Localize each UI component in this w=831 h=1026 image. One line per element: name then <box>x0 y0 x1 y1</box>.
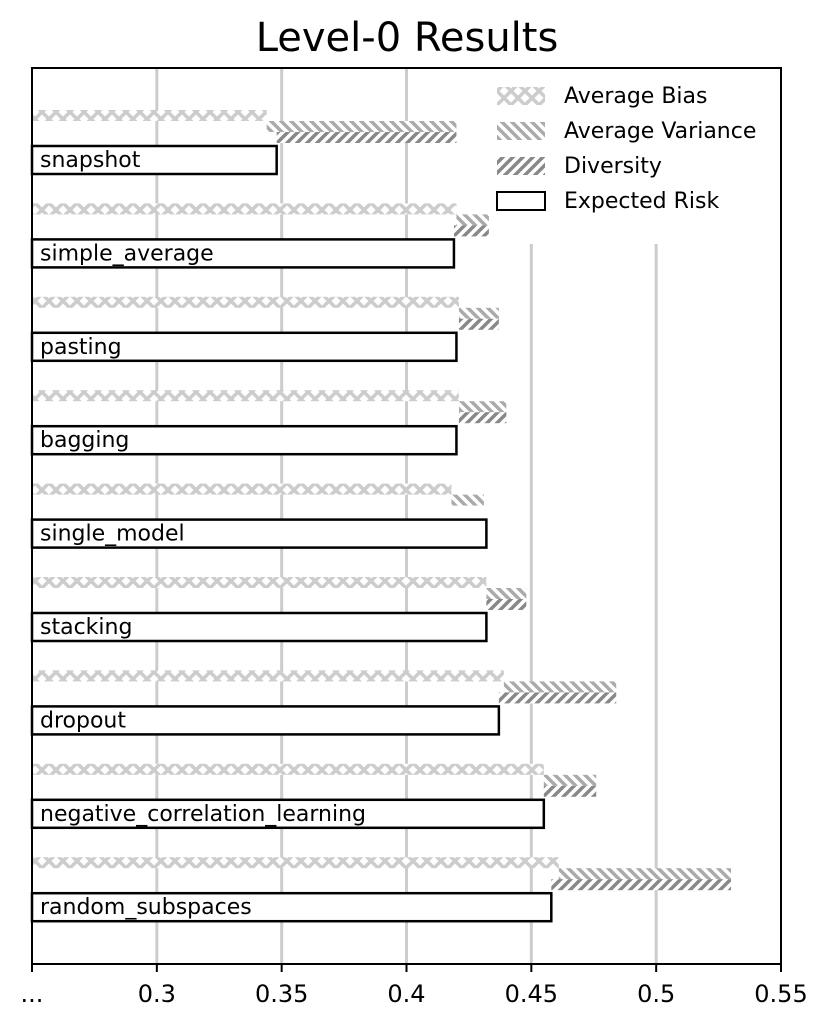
bar-average-variance <box>504 681 616 692</box>
legend-average-bias-label: Average Bias <box>564 84 708 109</box>
bar-diversity <box>551 879 731 890</box>
bar-average-variance <box>459 308 499 319</box>
bar-average-variance <box>456 214 488 225</box>
bar-average-bias <box>32 110 267 121</box>
bar-diversity <box>459 412 506 423</box>
bar-average-variance <box>544 775 596 786</box>
bar-average-bias <box>32 484 451 495</box>
category-label: dropout <box>40 708 126 734</box>
category-label: simple_average <box>40 241 214 267</box>
x-axis <box>21 964 808 1008</box>
x-tick-label: ... <box>20 980 44 1008</box>
category-label: stacking <box>40 615 133 640</box>
x-tick-label: 0.45 <box>504 980 559 1008</box>
bar-average-bias <box>32 203 456 214</box>
bar-diversity <box>544 786 596 797</box>
chart-title: Level-0 Results <box>255 15 559 61</box>
legend-diversity-swatch <box>497 157 545 175</box>
legend-expected-risk-label: Expected Risk <box>564 189 720 214</box>
category-label: single_model <box>40 521 185 547</box>
bar-average-variance <box>451 495 483 506</box>
x-tick-label: 0.3 <box>137 980 176 1008</box>
legend-diversity-label: Diversity <box>564 154 662 179</box>
bar-average-variance <box>267 121 457 132</box>
category-label: snapshot <box>40 148 141 173</box>
x-tick-label: 0.4 <box>387 980 426 1008</box>
legend-average-variance-swatch <box>497 122 545 140</box>
bar-diversity <box>277 132 457 143</box>
bar-diversity <box>499 692 616 703</box>
bar-diversity <box>486 599 526 610</box>
bar-diversity <box>459 319 499 330</box>
bar-average-variance <box>486 588 526 599</box>
category-label: negative_correlation_learning <box>40 801 367 827</box>
bar-average-variance <box>559 868 731 879</box>
bar-average-bias <box>32 670 504 681</box>
bar-average-bias <box>32 857 559 868</box>
x-tick-label: 0.5 <box>637 980 676 1008</box>
category-label: random_subspaces <box>40 895 252 921</box>
legend-average-variance-label: Average Variance <box>564 119 757 144</box>
legend <box>497 84 756 214</box>
bar-average-bias <box>32 390 459 401</box>
bars <box>32 110 731 921</box>
bar-average-bias <box>32 577 486 588</box>
bar-average-variance <box>459 401 506 412</box>
x-tick-label: 0.55 <box>754 980 808 1008</box>
legend-average-bias-swatch <box>497 87 545 105</box>
category-label: bagging <box>40 428 130 454</box>
legend-expected-risk-swatch <box>497 192 545 210</box>
category-label: pasting <box>40 334 122 360</box>
bar-average-bias <box>32 764 544 775</box>
bar-diversity <box>454 225 489 236</box>
bar-average-bias <box>32 297 459 308</box>
x-tick-label: 0.35 <box>254 980 309 1008</box>
